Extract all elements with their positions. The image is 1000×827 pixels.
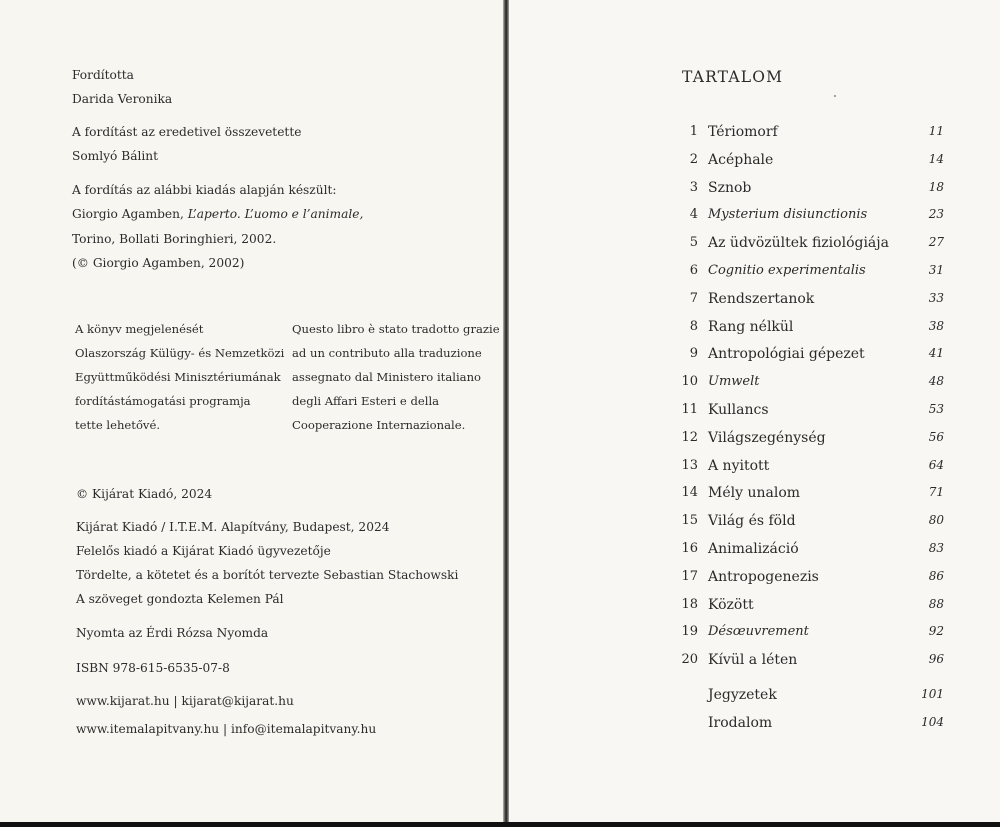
toc-entry-title: Désœuvrement [708,624,809,640]
source-copyright: (© Giorgio Agamben, 2002) [72,256,245,270]
imprint-line: A szöveget gondozta Kelemen Pál [76,592,284,606]
toc-entry-title: Animalizáció [708,541,799,557]
translator-label: Fordította [72,68,134,82]
toc-entry-number: 18 [681,596,698,612]
toc-entry [672,235,944,255]
toc-entry-page: 27 [928,235,944,250]
toc-entry-title: Között [708,596,754,613]
toc-entry-title: Világ és föld [708,513,796,530]
imprint-line: Felelős kiadó a Kijárat Kiadó ügyvezetője [76,544,331,558]
toc-entry [672,291,944,311]
toc-entry-number: 1 [689,124,698,139]
support-it-line: assegnato dal Ministero italiano [292,370,482,384]
toc-entry [672,319,944,339]
comparison-name: Somlyó Bálint [72,149,159,163]
toc-entry-number: 5 [689,235,698,251]
toc-entry [672,402,944,422]
toc-entry-page: 33 [928,290,944,305]
toc-entry-number: 10 [681,374,698,390]
toc-entry-page: 83 [928,541,944,555]
toc-entry-title: A nyitott [708,457,770,474]
toc-entry-number: 8 [689,318,698,334]
toc-entry-number: 20 [681,652,698,668]
toc-entry-title: Irodalom [708,715,773,731]
toc-entry [672,207,944,227]
copyright-line: © Kijárat Kiadó, 2024 [76,487,213,501]
toc-entry-number: 16 [681,541,698,556]
toc-entry-page: 88 [928,596,944,611]
toc-entry-title: Acéphale [708,151,774,168]
toc-entry-page: 80 [928,513,944,528]
toc-entry-page: 31 [928,263,944,277]
toc-entry-number: 7 [689,290,698,306]
toc-entry-number: 4 [689,207,698,223]
toc-entry [672,485,944,505]
toc-entry-page: 56 [928,429,944,444]
toc-entry-page: 64 [928,457,944,472]
toc-entry-number: 12 [681,429,698,445]
toc-entry [672,624,944,644]
toc-entry-page: 48 [928,374,944,389]
source-label: A fordítás az alábbi kiadás alapján készült: [72,183,337,197]
toc-entry [672,152,944,172]
toc-entry-title: Sznob [708,179,752,196]
support-hu-line: A könyv megjelenését [75,322,204,336]
support-it-line: Cooperazione Internazionale. [292,418,466,432]
support-it-line: Questo libro è stato tradotto grazie [292,322,500,336]
web-line-item: www.itemalapitvany.hu | info@itemalapitvany.hu [76,722,377,736]
toc-entry-number: 2 [689,151,698,167]
toc-entry-page: 53 [928,402,944,416]
toc-entry [672,541,944,561]
toc-entry-page: 41 [928,346,944,361]
toc-entry-title: Umwelt [708,374,760,390]
toc-title: TARTALOM [682,68,784,86]
toc-entry-number: 6 [689,263,698,278]
toc-entry-number: 11 [681,402,698,417]
toc-entry-title: Antropológiai gépezet [708,346,865,363]
paper-speck [834,95,836,97]
toc-entry-page: 96 [928,652,944,667]
support-it-line: ad un contributo alla traduzione [292,346,482,360]
toc-entry-title: Tériomorf [708,124,778,140]
toc-entry-number: 3 [689,179,698,195]
toc-entry [672,458,944,478]
source-publisher: Torino, Bollati Boringhieri, 2002. [72,232,277,246]
toc-entry-number: 15 [681,513,698,529]
toc-entry [672,346,944,366]
toc-entry-page: 14 [928,151,944,166]
toc-entry-page: 23 [928,207,944,222]
toc-entry-number: 14 [681,485,698,501]
translator-name: Darida Veronika [72,92,173,106]
support-it-line: degli Affari Esteri e della [292,394,440,408]
toc-entry-title: Rang nélkül [708,318,794,335]
support-hu-line: tette lehetővé. [75,418,161,432]
toc-entry [672,374,944,394]
toc-entry-title: Kullancs [708,402,769,418]
toc-entry-title: Az üdvözültek fiziológiája [708,235,889,252]
toc-entry-page: 38 [928,318,944,333]
isbn-line: ISBN 978-615-6535-07-8 [76,661,230,675]
toc-entry-page: 101 [921,687,944,701]
toc-entry-page: 104 [921,715,944,729]
scan-edge [0,822,1000,827]
toc-entry [672,180,944,200]
toc-entry-title: Rendszertanok [708,290,815,307]
toc-entry-number: 17 [681,568,698,584]
toc-entry-number: 19 [681,624,698,640]
printer-line: Nyomta az Érdi Rózsa Nyomda [76,626,269,640]
toc-entry-page: 86 [928,568,944,583]
toc-entry [672,263,944,283]
toc-entry [672,430,944,450]
comparison-label: A fordítást az eredetivel összevetette [72,125,302,139]
support-hu-line: fordítástámogatási programja [75,394,251,408]
web-line-kijarat: www.kijarat.hu | kijarat@kijarat.hu [76,694,294,708]
toc-entry-title: Mysterium disiunctionis [708,207,868,223]
toc-entry-title: Cognitio experimentalis [708,263,866,278]
support-hu-line: Együttműködési Minisztériumának [75,370,281,384]
toc-entry-title: Mély unalom [708,485,801,502]
source-line [72,207,363,221]
source-title: L’aperto. L’uomo e l’animale, [187,207,364,221]
toc-entry [672,124,944,144]
toc-entry-page: 18 [928,179,944,194]
toc-entry-title: Antropogenezis [708,568,819,585]
toc-extra-entry [672,687,944,707]
source-author: Giorgio Agamben, [72,207,188,221]
toc-entry [672,597,944,617]
toc-entry [672,513,944,533]
toc-entry-page: 71 [928,485,944,500]
toc-entry [672,569,944,589]
left-page [0,0,503,822]
toc-entry-page: 92 [928,624,944,639]
imprint-line: Tördelte, a kötetet és a borítót tervezte Sebastian Stachowski [76,568,459,582]
toc-entry-page: 11 [928,124,944,138]
toc-entry-title: Kívül a léten [708,652,798,669]
toc-entry-title: Világszegénység [708,429,826,446]
toc-entry-number: 13 [681,457,698,473]
imprint-line: Kijárat Kiadó / I.T.E.M. Alapítvány, Budapest, 2024 [76,520,390,534]
toc-entry-number: 9 [689,346,698,362]
support-hu-line: Olaszország Külügy- és Nemzetközi [75,346,285,360]
toc-entry-title: Jegyzetek [708,687,777,703]
toc-entry [672,652,944,672]
toc-extra-entry [672,715,944,735]
